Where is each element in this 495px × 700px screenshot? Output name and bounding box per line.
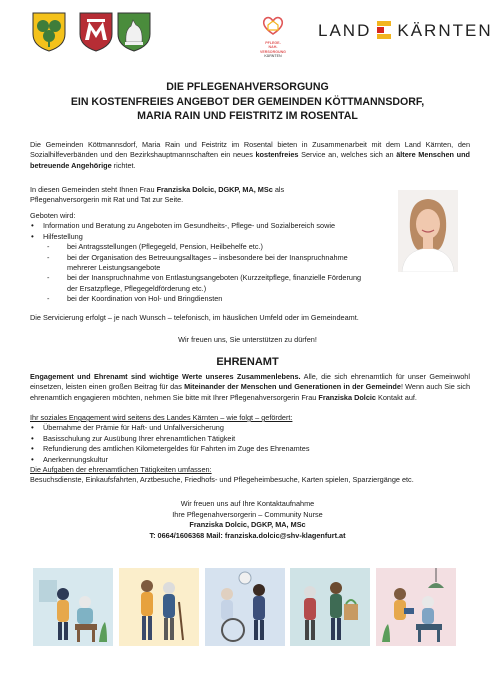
tasks-text: Besuchsdienste, Einkaufsfahrten, Arztbesuche, Friedhofs- und Pflegeheimbesuche, Karten spielen, Sparziergänge etc. (30, 475, 414, 485)
title-line1: DIE PFLEGENAHVERSORGUNG (166, 81, 329, 93)
illustration-reading (376, 568, 456, 646)
sub-list-item: - bei Antragsstellungen (Pflegegeld, Pension, Heilbehelfe etc.) (43, 242, 370, 252)
servicing-note: Die Servicierung erfolgt – je nach Wunsch – telefonisch, im häuslichen Umfeld oder im Gemeindeamt. (30, 313, 359, 322)
land-kaernten-logo (318, 21, 493, 41)
sub-list-item: - bei der Inanspruchnahme von Entlastungsangeboten (Kurzzeitpflege, finanzielle Förderung der Ersatzpflege, Pflegegeldförderung etc.) (43, 273, 370, 294)
services-heading: Geboten wird: (30, 211, 76, 220)
contact-block (0, 499, 495, 541)
list-item: • Refundierung des amtlichen Kilometergeldes für Fahrten im Zuge des Ehrenamtes (30, 444, 470, 454)
volunteer-heading: EHRENAMT (216, 356, 279, 368)
land-logo-left: LAND (318, 21, 372, 40)
contact-name: Franziska Dolcic, DGKP, MA, MSc (189, 520, 306, 530)
land-logo-right: KÄRNTEN (397, 21, 493, 40)
land-logo-mark (377, 21, 391, 39)
intro-paragraph: Die Gemeinden Köttmannsdorf, Maria Rain und Feistritz im Rosental bieten in Zusammenarbeit mit dem Land Kärnten, den Sozialhilfeverbänden und den Bezirkshauptmannschaften ein neues kostenfreies Service an, welches sich an ältere Menschen und betreuende Angehörige richtet. (30, 140, 470, 170)
contact-phone-mail: T: 0664/1606368 Mail: franziska.dolcic@shv-klagenfurt.at (149, 530, 346, 540)
support-slogan: Wir freuen uns, Sie unterstützen zu dürfen! (178, 335, 317, 344)
heart-house-icon (260, 14, 286, 36)
list-item: • Basisschulung zur Ausübung Ihrer ehrenamtlichen Tätigkeit (30, 434, 470, 444)
availability-paragraph: In diesen Gemeinden steht Ihnen Frau Franziska Dolcic, DGKP, MA, MSc als Pflegenahversorgerin mit Rat und Tat zur Seite. (30, 185, 285, 205)
page-title (0, 80, 495, 124)
engagement-section (30, 413, 470, 486)
crest-feistritz (117, 12, 151, 52)
title-line2: EIN KOSTENFREIES ANGEBOT DER GEMEINDEN KÖTTMANNSDORF, (70, 95, 425, 108)
crest-maria-rain (79, 12, 113, 52)
care-logo-line1: PFLEGE- (265, 41, 281, 45)
illustration-walking-support (119, 568, 199, 646)
care-logo-line3: VERSORGUNG (260, 49, 286, 54)
pflegenahversorgung-logo (255, 14, 291, 59)
care-logo-line2: NAH- (268, 45, 278, 50)
list-item: • Übernahme der Prämie für Haft- und Unfallversicherung (30, 423, 470, 433)
crest-koettmannsdorf (32, 12, 66, 52)
intro-bold-target: ältere Menschen und betreuende Angehörige (30, 150, 470, 170)
nurse-portrait (398, 190, 458, 272)
list-item: • Anerkennungskultur (30, 455, 470, 465)
title-line3: MARIA RAIN UND FEISTRITZ IM ROSENTAL (137, 110, 358, 122)
volunteer-paragraph: Engagement und Ehrenamt sind wichtige Werte unseres Zusammenlebens. Alle, die sich ehrenamtlich für unser Gemeinwohl einsetzen, leisten einen großen Beitrag für das Miteinander der Menschen und Generationen in der Gemeinde! Wenn auch Sie sich ehrenamtlich engagieren möchten, nehmen Sie bitte mit Ihrer Pflegenahversorgerin Frau Franziska Dolcic Kontakt auf. (30, 372, 471, 402)
nurse-name: Franziska Dolcic, DGKP, MA, MSc (156, 185, 273, 194)
list-item: • Information und Beratung zu Angeboten im Gesundheits-, Pflege- und Sozialbereich sowie (30, 221, 370, 231)
intro-bold-free: kostenfreies (255, 150, 299, 160)
illustration-care-visit (33, 568, 113, 646)
tasks-heading: Die Aufgaben der ehrenamtlichen Tätigkeiten umfassen: (30, 465, 212, 475)
illustration-shopping (290, 568, 370, 646)
contact-line1: Wir freuen uns auf Ihre Kontaktaufnahme (180, 499, 315, 508)
sub-list-item: - bei der Koordination von Hol- und Bringdiensten (43, 294, 370, 304)
illustration-wheelchair (205, 568, 285, 646)
care-logo-sub: KÄRNTEN (264, 54, 282, 59)
list-item: • Hilfestellung (30, 232, 370, 242)
engagement-heading: Ihr soziales Engagement wird seitens des Landes Kärnten – wie folgt – gefördert: (30, 413, 293, 422)
sub-list-item: - bei der Organisation des Betreuungsalltages – insbesondere bei der Inanspruchnahme mehrerer Leistungsangebote (43, 253, 370, 274)
contact-line2: Ihre Pflegenahversorgerin – Community Nurse (172, 509, 323, 519)
services-list (30, 211, 370, 305)
